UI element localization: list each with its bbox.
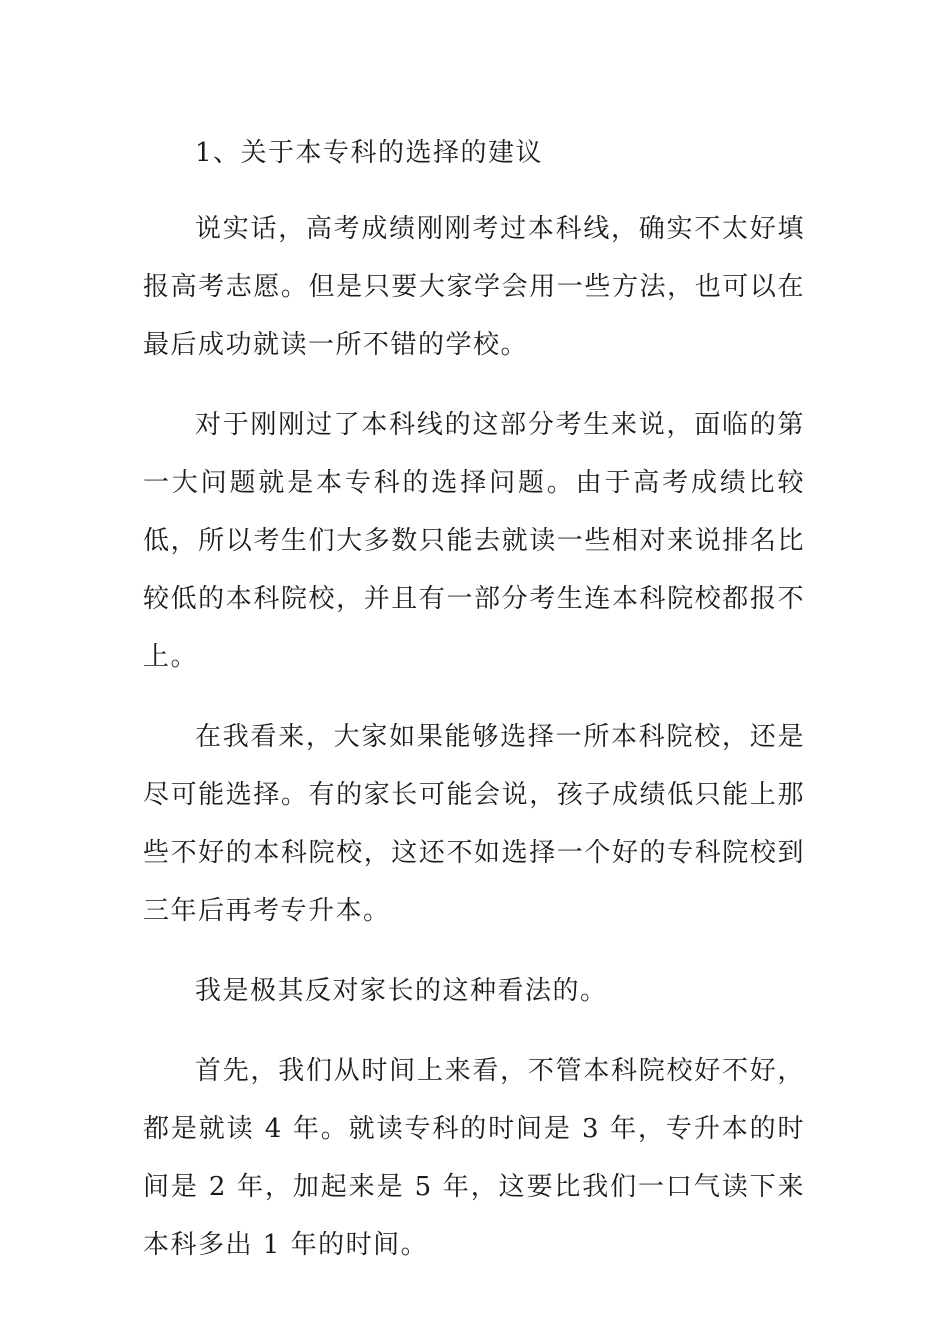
paragraph-4: 我是极其反对家长的这种看法的。 — [195, 976, 608, 1006]
section-heading: 1、关于本专科的选择的建议 — [195, 138, 544, 168]
paragraph-5: 首先，我们从时间上来看，不管本科院校好不好，都是就读 4 年。就读专科的时间是 3 年，专升本的时间是 2 年，加起来是 5 年，这要比我们一口气读下来本科多出 1 年的时间。 — [143, 1056, 805, 1260]
document-body — [143, 128, 805, 1274]
paragraph-3: 在我看来，大家如果能够选择一所本科院校，还是尽可能选择。有的家长可能会说，孩子成绩低只能上那些不好的本科院校，这还不如选择一个好的专科院校到三年后再考专升本。 — [143, 722, 805, 926]
paragraph-1: 说实话，高考成绩刚刚考过本科线，确实不太好填报高考志愿。但是只要大家学会用一些方法，也可以在最后成功就读一所不错的学校。 — [143, 214, 805, 360]
paragraph-2: 对于刚刚过了本科线的这部分考生来说，面临的第一大问题就是本专科的选择问题。由于高考成绩比较低，所以考生们大多数只能去就读一些相对来说排名比较低的本科院校，并且有一部分考生连本科院校都报不上。 — [143, 410, 805, 672]
